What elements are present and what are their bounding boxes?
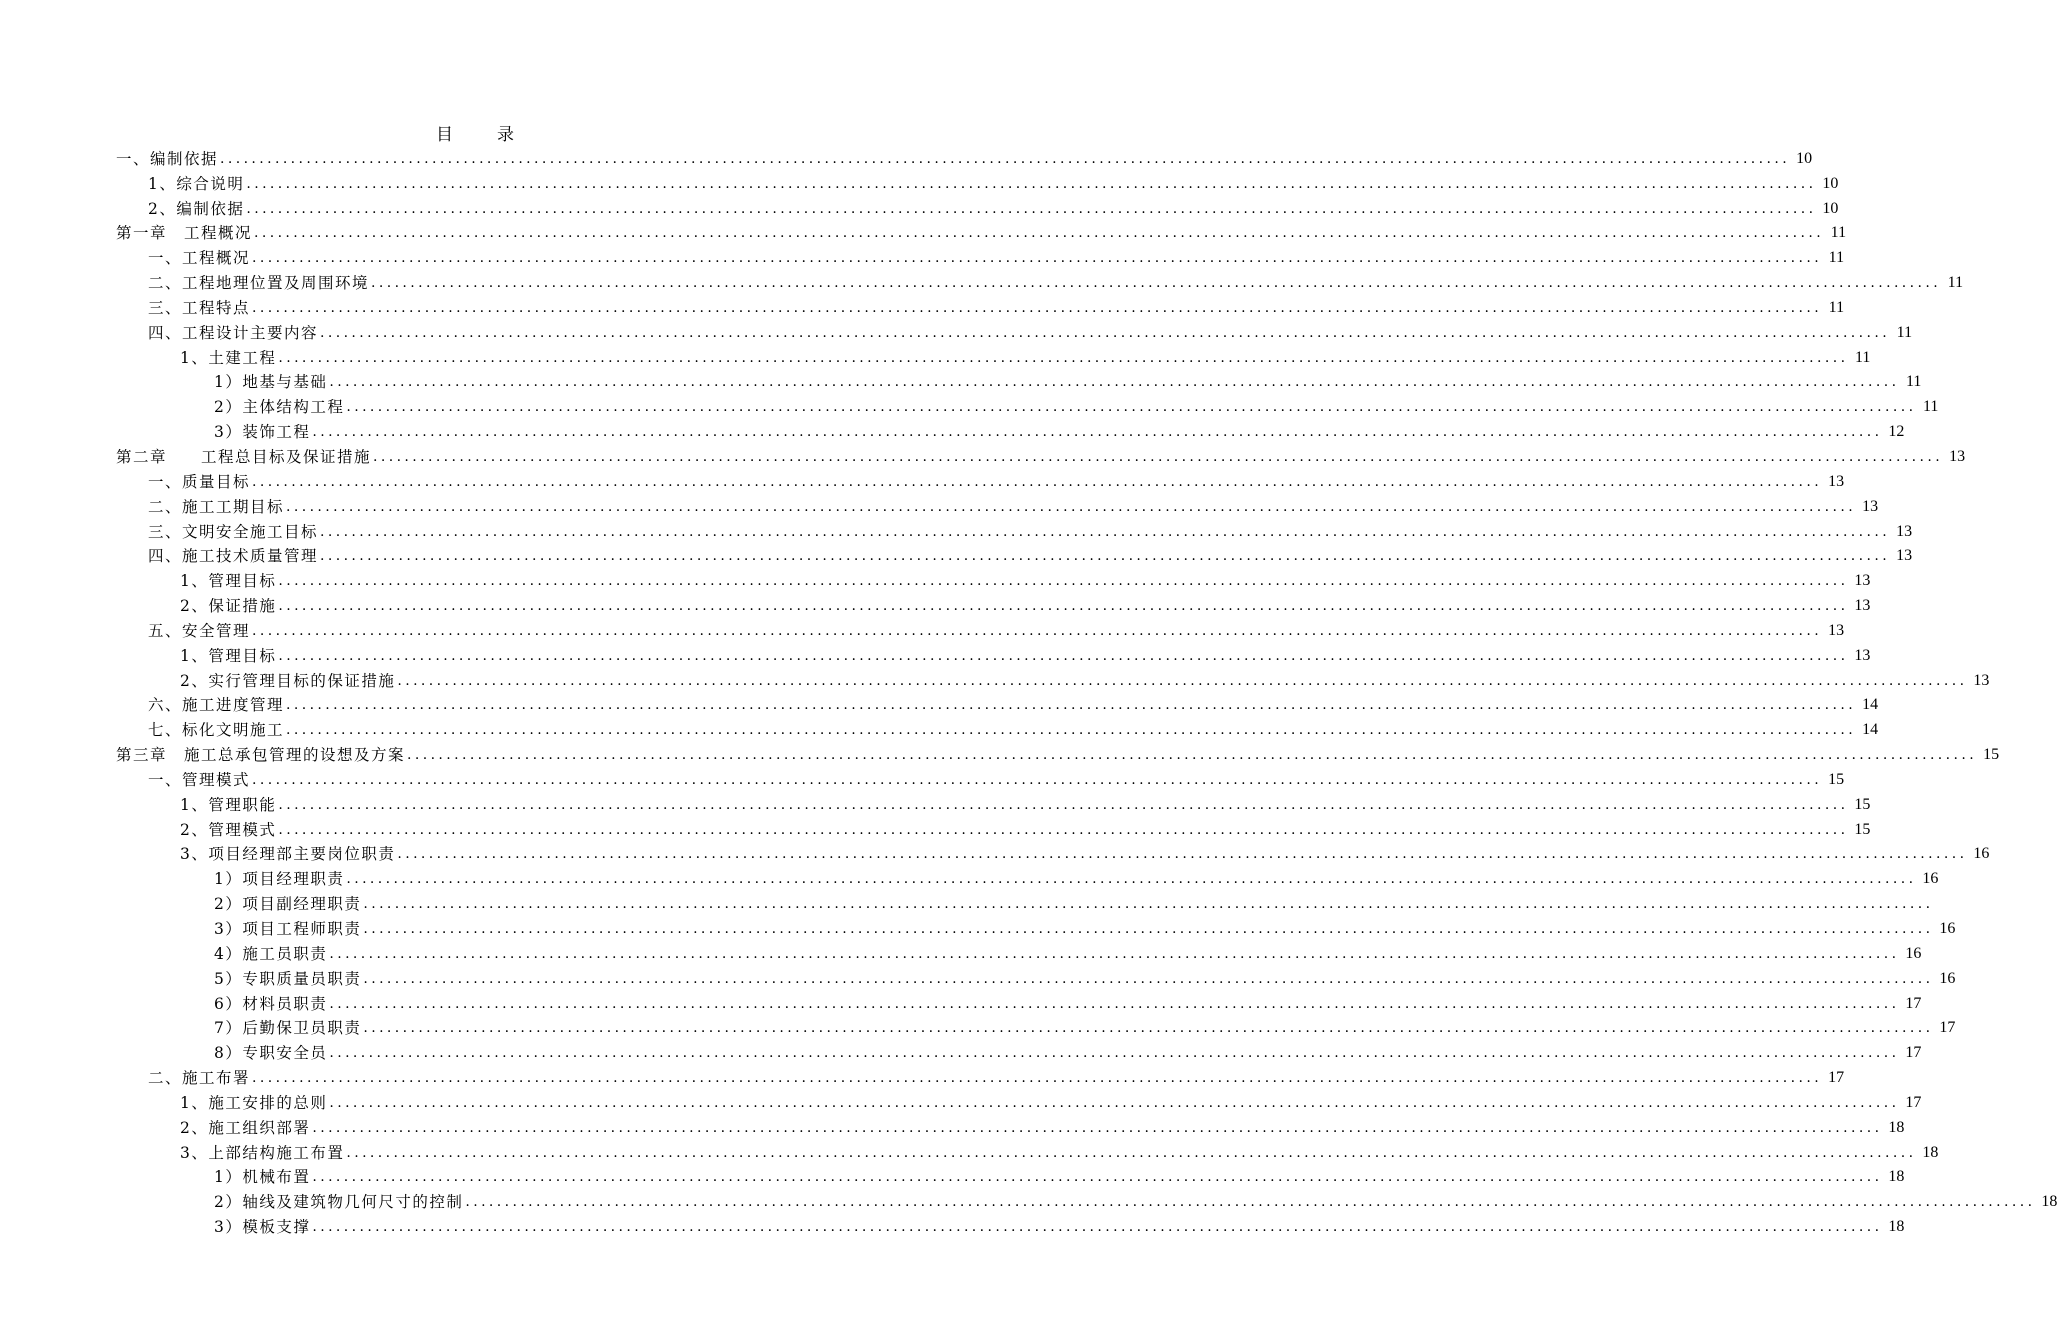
toc-entry[interactable] (116, 417, 1905, 442)
toc-entry[interactable] (116, 591, 1871, 616)
toc-entry-label: 2）轴线及建筑物几何尺寸的控制 (214, 1193, 464, 1212)
toc-leader-dots: ........................................................................................................................................................................................................ (329, 1045, 1900, 1062)
toc-leader-dots: ........................................................................................................................................................................................................ (363, 970, 1934, 987)
toc-entry[interactable] (116, 1163, 1905, 1188)
toc-leader-dots: ........................................................................................................................................................................................................ (363, 921, 1934, 937)
toc-entry-label: 三、文明安全施工目标 (148, 522, 319, 541)
toc-entry-page: 13 (1949, 447, 1966, 465)
toc-leader-dots: ........................................................................................................................................................................................................ (320, 324, 1891, 341)
toc-entry[interactable] (116, 641, 1871, 666)
toc-leader-dots: ........................................................................................................................................................................................................ (407, 747, 1978, 764)
toc-entry[interactable] (116, 616, 1845, 641)
toc-entry[interactable] (116, 840, 1990, 865)
toc-entry-label: 1、管理目标 (180, 646, 277, 665)
toc-entry-page: 18 (1888, 1218, 1905, 1236)
toc-entry-label: 二、工程地理位置及周围环境 (148, 274, 370, 293)
toc-entry-page: 10 (1822, 174, 1839, 192)
toc-entry[interactable] (116, 790, 1871, 815)
toc-entry[interactable] (116, 691, 1879, 716)
toc-entry-label: 一、质量目标 (148, 472, 251, 491)
toc-leader-dots: ........................................................................................................................................................................................................ (254, 225, 1825, 242)
toc-entry[interactable] (116, 1113, 1905, 1138)
toc-entry-page: 16 (1922, 870, 1939, 888)
toc-entry-label: 3）模板支撑 (214, 1218, 311, 1237)
table-of-contents (116, 144, 2057, 1237)
toc-entry[interactable] (116, 989, 1922, 1014)
toc-entry[interactable] (116, 964, 1956, 989)
toc-entry[interactable] (116, 343, 1871, 368)
toc-leader-dots: ........................................................................................................................................................................................................ (320, 548, 1891, 565)
toc-entry-label: 2、管理模式 (180, 820, 277, 839)
toc-entry-page: 15 (1983, 746, 2000, 764)
toc-entry-label: 1、管理目标 (180, 572, 277, 591)
toc-entry-page: 11 (1828, 298, 1845, 316)
toc-entry[interactable] (116, 293, 1845, 318)
toc-entry-page: 16 (1905, 944, 1922, 962)
toc-entry-page: 17 (1905, 1044, 1922, 1062)
toc-entry[interactable] (116, 194, 1839, 219)
toc-entry-page: 13 (1973, 671, 1990, 689)
toc-leader-dots: ........................................................................................................................................................................................................ (252, 473, 1823, 490)
toc-entry-page: 11 (1828, 249, 1845, 267)
toc-entry-page: 15 (1854, 795, 1871, 813)
toc-entry-page: 11 (1923, 398, 1939, 416)
toc-leader-dots: ........................................................................................................................................................................................................ (346, 871, 1917, 888)
toc-leader-dots: ........................................................................................................................................................................................................ (220, 150, 1791, 167)
toc-entry[interactable] (116, 392, 1939, 417)
toc-leader-dots: ........................................................................................................................................................................................................ (278, 349, 1849, 366)
toc-entry[interactable] (116, 1014, 1956, 1039)
toc-entry-page: 18 (1888, 1118, 1905, 1136)
toc-entry-page: 15 (1828, 770, 1845, 788)
toc-entry[interactable] (116, 144, 1813, 169)
toc-leader-dots: ........................................................................................................................................................................................................ (312, 1119, 1883, 1136)
toc-entry-page: 10 (1822, 199, 1839, 217)
toc-entry[interactable] (116, 219, 1847, 244)
toc-entry-page: 13 (1828, 472, 1845, 490)
toc-entry-page: 10 (1796, 149, 1813, 167)
toc-entry-label: 1）地基与基础 (214, 373, 328, 392)
toc-entry-page: 14 (1862, 696, 1879, 714)
toc-entry-label: 二、施工工期目标 (148, 497, 285, 516)
toc-leader-dots: ........................................................................................................................................................................................................ (278, 821, 1849, 838)
toc-entry[interactable] (116, 1063, 1845, 1088)
toc-leader-dots: ........................................................................................................................................................................................................ (329, 1094, 1900, 1111)
toc-entry-label: 第三章 施工总承包管理的设想及方案 (116, 746, 406, 765)
toc-leader-dots: ........................................................................................................................................................................................................ (286, 722, 1857, 739)
toc-entry-page: 15 (1854, 820, 1871, 838)
toc-entry-page: 18 (1888, 1168, 1905, 1186)
toc-leader-dots: ........................................................................................................................................................................................................ (286, 498, 1857, 515)
toc-entry-page: 13 (1854, 572, 1871, 590)
toc-leader-dots: ........................................................................................................................................................................................................ (286, 697, 1857, 714)
toc-entry-page: 13 (1896, 547, 1913, 565)
toc-entry-page: 13 (1896, 522, 1913, 540)
toc-entry[interactable] (116, 715, 1879, 740)
toc-entry-label: 2、实行管理目标的保证措施 (180, 671, 396, 690)
toc-entry-page: 13 (1862, 497, 1879, 515)
toc-leader-dots: ........................................................................................................................................................................................................ (465, 1194, 2036, 1211)
toc-entry-label: 2）项目副经理职责 (214, 895, 362, 914)
toc-entry-page: 16 (1939, 920, 1956, 937)
toc-entry-page: 14 (1862, 721, 1879, 739)
toc-entry[interactable] (116, 1187, 2057, 1212)
toc-entry[interactable] (116, 815, 1871, 840)
toc-entry-page: 11 (1896, 323, 1913, 341)
toc-title: 目录 (436, 125, 558, 145)
toc-entry[interactable] (116, 914, 1956, 939)
toc-leader-dots: ........................................................................................................................................................................................................ (312, 1219, 1883, 1236)
toc-entry[interactable] (116, 318, 1913, 343)
toc-entry[interactable] (116, 889, 1934, 914)
toc-entry[interactable] (116, 169, 1839, 194)
toc-leader-dots: ........................................................................................................................................................................................................ (371, 275, 1942, 292)
toc-entry-page: 11 (1947, 274, 1964, 292)
toc-leader-dots: ........................................................................................................................................................................................................ (278, 796, 1849, 813)
toc-entry[interactable] (116, 1038, 1922, 1063)
toc-entry-label: 七、标化文明施工 (148, 721, 285, 740)
toc-entry-label: 1、土建工程 (180, 348, 277, 367)
toc-entry-label: 1）机械布置 (214, 1168, 311, 1187)
toc-entry[interactable] (116, 492, 1879, 517)
toc-leader-dots: ........................................................................................................................................................................................................ (329, 945, 1900, 962)
toc-leader-dots: ........................................................................................................................................................................................................ (252, 1070, 1823, 1087)
toc-entry-label: 2、保证措施 (180, 597, 277, 616)
toc-leader-dots: ........................................................................................................................................................................................................ (252, 622, 1823, 639)
toc-leader-dots: ........................................................................................................................................................................................................ (397, 672, 1968, 689)
toc-entry-label: 第一章 工程概况 (116, 224, 253, 243)
toc-entry-page: 12 (1888, 423, 1905, 441)
toc-leader-dots: ........................................................................................................................................................................................................ (397, 846, 1968, 863)
toc-leader-dots: ........................................................................................................................................................................................................ (329, 374, 1900, 391)
toc-leader-dots: ........................................................................................................................................................................................................ (246, 175, 1817, 192)
toc-leader-dots: ........................................................................................................................................................................................................ (320, 523, 1891, 540)
toc-entry[interactable] (116, 864, 1939, 889)
toc-entry-page: 13 (1828, 621, 1845, 639)
toc-entry-page: 17 (1939, 1019, 1956, 1037)
toc-entry-label: 4）施工员职责 (214, 944, 328, 963)
toc-entry-page: 11 (1906, 373, 1922, 391)
toc-entry[interactable] (116, 442, 1966, 467)
toc-leader-dots: ........................................................................................................................................................................................................ (246, 200, 1817, 217)
toc-leader-dots: ........................................................................................................................................................................................................ (278, 573, 1849, 590)
toc-entry-label: 四、施工技术质量管理 (148, 547, 319, 566)
toc-entry[interactable] (116, 765, 1845, 790)
toc-entry-label: 二、施工布署 (148, 1069, 251, 1088)
toc-entry[interactable] (116, 1088, 1922, 1113)
toc-entry[interactable] (116, 467, 1845, 492)
toc-entry-page: 11 (1855, 348, 1871, 366)
toc-entry-page: 16 (1973, 845, 1990, 863)
toc-entry-label: 3）装饰工程 (214, 423, 311, 442)
toc-entry-label: 一、工程概况 (148, 249, 251, 268)
toc-entry-page: 18 (2041, 1193, 2057, 1211)
toc-entry[interactable] (116, 542, 1913, 567)
toc-leader-dots: ........................................................................................................................................................................................................ (278, 598, 1849, 615)
toc-entry-label: 1、综合说明 (148, 174, 245, 193)
toc-entry-page: 18 (1922, 1143, 1939, 1161)
toc-entry-label: 7）后勤保卫员职责 (214, 1019, 362, 1038)
toc-entry-label: 五、安全管理 (148, 621, 251, 640)
toc-entry-label: 六、施工进度管理 (148, 696, 285, 715)
toc-entry[interactable] (116, 1212, 1905, 1237)
toc-entry-label: 一、编制依据 (116, 149, 219, 168)
toc-entry-label: 6）材料员职责 (214, 994, 328, 1013)
toc-entry-label: 1、管理职能 (180, 795, 277, 814)
toc-entry-label: 1）项目经理职责 (214, 870, 345, 889)
toc-leader-dots: ........................................................................................................................................................................................................ (363, 896, 1934, 913)
toc-leader-dots: ........................................................................................................................................................................................................ (252, 250, 1823, 267)
toc-entry-label: 3）项目工程师职责 (214, 920, 362, 938)
toc-entry-label: 一、管理模式 (148, 770, 251, 789)
toc-entry[interactable] (116, 666, 1990, 691)
toc-entry-label: 四、工程设计主要内容 (148, 323, 319, 342)
toc-leader-dots: ........................................................................................................................................................................................................ (373, 448, 1944, 465)
toc-leader-dots: ........................................................................................................................................................................................................ (312, 424, 1883, 441)
toc-leader-dots: ........................................................................................................................................................................................................ (329, 995, 1900, 1012)
toc-entry-label: 3、项目经理部主要岗位职责 (180, 845, 396, 864)
toc-leader-dots: ........................................................................................................................................................................................................ (252, 771, 1823, 788)
toc-leader-dots: ........................................................................................................................................................................................................ (278, 647, 1849, 664)
toc-entry[interactable] (116, 1138, 1939, 1163)
toc-entry-label: 5）专职质量员职责 (214, 969, 362, 988)
toc-entry-label: 2、编制依据 (148, 199, 245, 218)
toc-entry[interactable] (116, 740, 2000, 765)
toc-entry[interactable] (116, 243, 1845, 268)
toc-leader-dots: ........................................................................................................................................................................................................ (252, 299, 1823, 316)
toc-entry-page: 16 (1939, 969, 1956, 987)
toc-leader-dots: ........................................................................................................................................................................................................ (346, 1144, 1917, 1161)
toc-entry[interactable] (116, 939, 1922, 964)
toc-entry-page: 17 (1905, 994, 1922, 1012)
toc-entry-page: 11 (1830, 224, 1847, 242)
toc-entry-label: 8）专职安全员 (214, 1044, 328, 1063)
toc-entry-page: 13 (1854, 597, 1871, 615)
toc-entry-label: 第二章 工程总目标及保证措施 (116, 447, 372, 466)
toc-leader-dots: ........................................................................................................................................................................................................ (346, 399, 1917, 416)
toc-entry-page: 17 (1828, 1069, 1845, 1087)
toc-entry-label: 3、上部结构施工布置 (180, 1143, 345, 1162)
toc-entry-label: 2、施工组织部署 (180, 1118, 311, 1137)
toc-leader-dots: ........................................................................................................................................................................................................ (312, 1169, 1883, 1186)
toc-entry-label: 三、工程特点 (148, 298, 251, 317)
toc-entry-page: 17 (1905, 1093, 1922, 1111)
toc-entry-page: 13 (1854, 646, 1871, 664)
toc-entry[interactable] (116, 517, 1913, 542)
toc-entry[interactable] (116, 268, 1964, 293)
toc-entry[interactable] (116, 368, 1922, 393)
toc-entry-label: 1、施工安排的总则 (180, 1093, 328, 1112)
toc-entry[interactable] (116, 566, 1871, 591)
toc-entry-label: 2）主体结构工程 (214, 398, 345, 417)
toc-leader-dots: ........................................................................................................................................................................................................ (363, 1020, 1934, 1037)
